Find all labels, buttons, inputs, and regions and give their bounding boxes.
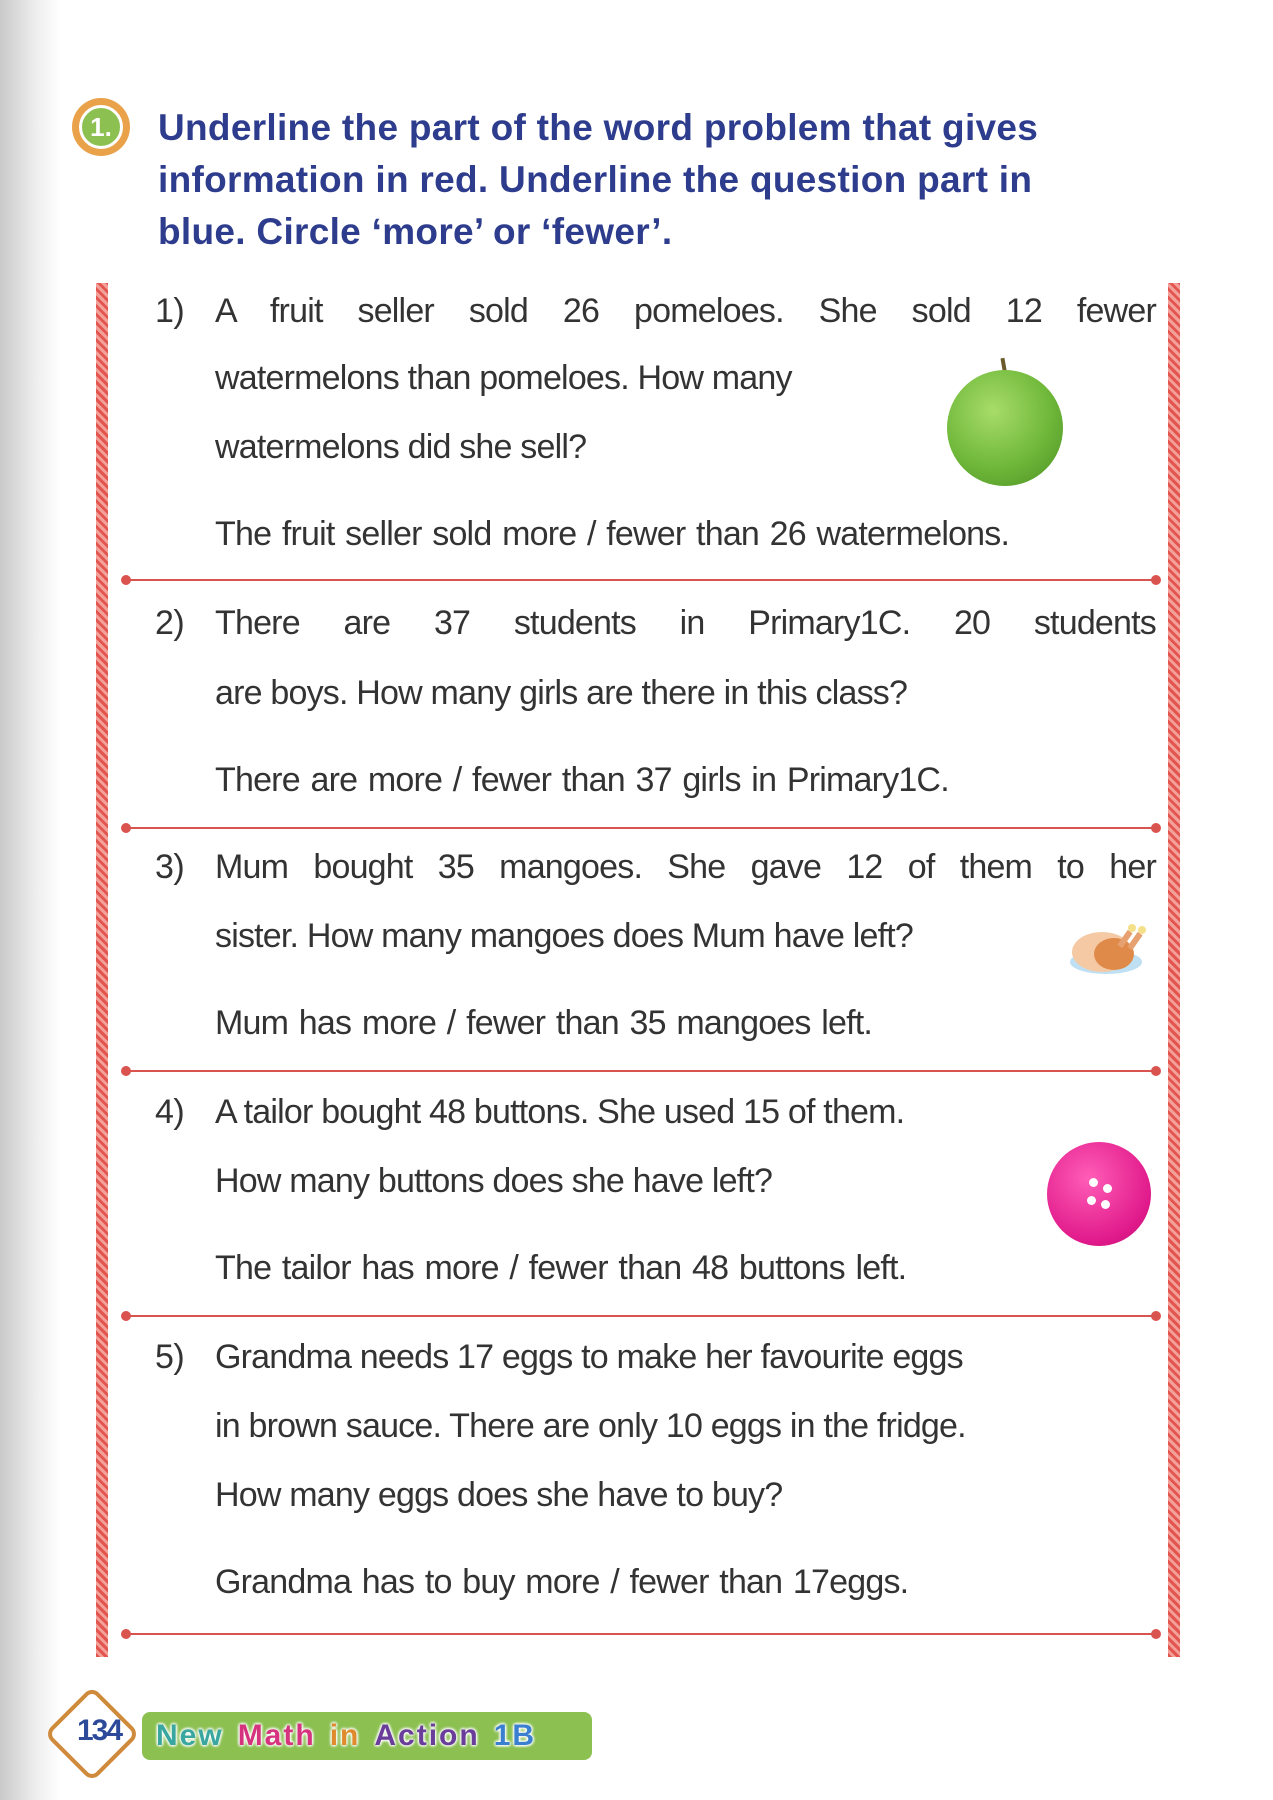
exercise-number-badge [72,98,130,156]
book-title-word: 1B [493,1719,537,1752]
exercise-number: 1. [79,105,123,149]
problem-number: 1) [155,292,185,330]
pomelo-image [947,370,1063,486]
page-gutter-shadow [0,0,60,1800]
instruction-line: information in red. Underline the question part in [158,159,1033,200]
book-title-word: Math [237,1719,316,1752]
problem-text: How many eggs does she have to buy? [215,1476,783,1514]
problem-text: How many buttons does she have left? [215,1162,773,1200]
answer-sentence[interactable]: The tailor has more / fewer than 48 buttons left. [215,1249,907,1287]
left-border [96,283,108,1657]
answer-sentence[interactable]: There are more / fewer than 37 girls in Primary1C. [215,761,949,799]
instruction-line: Underline the part of the word problem that gives [158,107,1039,148]
problem-text: in brown sauce. There are only 10 eggs in the fridge. [215,1407,966,1445]
problem-text: watermelons did she sell? [215,428,587,466]
book-title-word: in [329,1719,361,1752]
answer-sentence[interactable]: Grandma has to buy more / fewer than 17eggs. [215,1563,909,1601]
instruction-line: blue. Circle ‘more’ or ‘fewer’. [158,211,673,252]
problem-number: 4) [155,1093,185,1131]
roast-chicken-image [1066,918,1156,978]
problem-number: 2) [155,604,185,642]
problem-number: 3) [155,848,185,886]
answer-sentence[interactable]: The fruit seller sold more / fewer than 26 watermelons. [215,515,1010,553]
problem-text: A fruit seller sold 26 pomeloes. She sold 12 fewer [215,292,1156,330]
problem-text: There are 37 students in Primary1C. 20 students [215,604,1156,642]
divider [126,1633,1156,1635]
book-title-word: New [156,1719,224,1752]
right-border [1168,283,1180,1657]
problem-text: are boys. How many girls are there in this class? [215,674,908,712]
divider [126,579,1156,581]
problem-text: Grandma needs 17 eggs to make her favourite eggs [215,1338,963,1376]
divider [126,1315,1156,1317]
book-title-banner [142,1712,592,1760]
exercise-instruction [158,102,1158,258]
problem-text: Mum bought 35 mangoes. She gave 12 of them to her [215,848,1156,886]
problem-text: sister. How many mangoes does Mum have left? [215,917,914,955]
problem-text: A tailor bought 48 buttons. She used 15 of them. [215,1093,905,1131]
problem-number: 5) [155,1338,185,1376]
divider [126,827,1156,829]
button-image [1047,1142,1151,1246]
divider [126,1070,1156,1072]
book-title-word: Action [374,1719,480,1752]
answer-sentence[interactable]: Mum has more / fewer than 35 mangoes left. [215,1004,873,1042]
problem-text: watermelons than pomeloes. How many [215,359,792,397]
page-number: 134 [76,1714,122,1747]
